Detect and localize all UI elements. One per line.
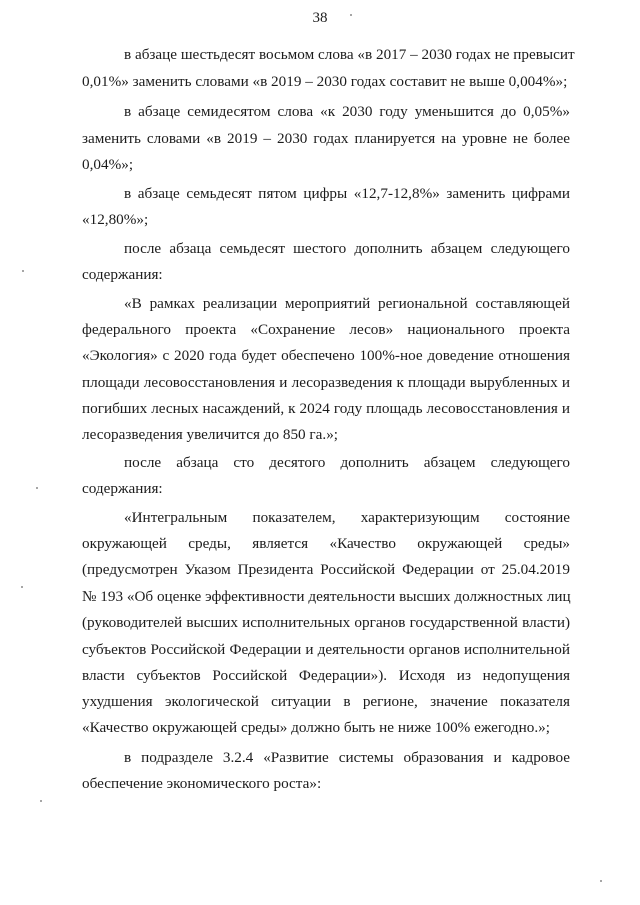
text-line: обеспечение экономического роста»:	[82, 775, 322, 792]
scan-speck	[350, 14, 352, 16]
text-line: площади лесовосстановления и лесоразведения к площади вырубленных и	[82, 374, 570, 391]
text-line: № 193 «Об оценке эффективности деятельности высших должностных лиц	[82, 588, 571, 605]
text-line: «Качество окружающей среды» должно быть не ниже 100% ежегодно.»;	[82, 719, 550, 736]
text-line: погибших лесных насаждений, к 2024 году площадь лесовосстановления и	[82, 400, 570, 417]
text-line: федерального проекта «Сохранение лесов» национального проекта	[82, 321, 570, 338]
page-number: 38	[312, 10, 328, 26]
text-line: 0,01%» заменить словами «в 2019 – 2030 годах составит не выше 0,004%»;	[82, 73, 568, 90]
text-line: власти субъектов Российской Федерации»). Исходя из недопущения	[82, 667, 570, 684]
scan-speck	[36, 487, 38, 489]
text-line: заменить словами «в 2019 – 2030 годах планируется на уровне не более	[82, 130, 570, 147]
text-line: ухудшения экологической ситуации в регионе, значение показателя	[82, 693, 570, 710]
text-line: после абзаца семьдесят шестого дополнить абзацем следующего	[124, 240, 570, 257]
text-line: содержания:	[82, 480, 163, 497]
scan-speck	[21, 586, 23, 588]
text-line: «В рамках реализации мероприятий региональной составляющей	[124, 295, 570, 312]
text-line: лесоразведения увеличится до 850 га.»;	[82, 426, 339, 443]
text-line: «12,80%»;	[82, 211, 149, 228]
text-line: в подразделе 3.2.4 «Развитие системы образования и кадровое	[124, 749, 570, 766]
text-line: окружающей среды, является «Качество окружающей среды»	[82, 535, 570, 552]
text-line: 0,04%»;	[82, 156, 134, 173]
text-line: субъектов Российской Федерации и деятельности органов исполнительной	[82, 641, 570, 658]
text-line: «Экология» с 2020 года будет обеспечено 100%-ное доведение отношения	[82, 347, 570, 364]
text-line: в абзаце семидесятом слова «к 2030 году уменьшится до 0,05%»	[124, 103, 570, 120]
scan-speck	[22, 270, 24, 272]
text-line: (предусмотрен Указом Президента Российской Федерации от 25.04.2019	[82, 561, 570, 578]
text-line: (руководителей высших исполнительных органов государственной власти)	[82, 614, 570, 631]
text-line: в абзаце семьдесят пятом цифры «12,7-12,8%» заменить цифрами	[124, 185, 570, 202]
text-line: «Интегральным показателем, характеризующим состояние	[124, 509, 570, 526]
scan-speck	[600, 880, 602, 882]
scan-speck	[40, 800, 42, 802]
text-line: в абзаце шестьдесят восьмом слова «в 2017 – 2030 годах не превысит	[124, 46, 575, 63]
text-line: содержания:	[82, 266, 163, 283]
text-line: после абзаца сто десятого дополнить абзацем следующего	[124, 454, 570, 471]
